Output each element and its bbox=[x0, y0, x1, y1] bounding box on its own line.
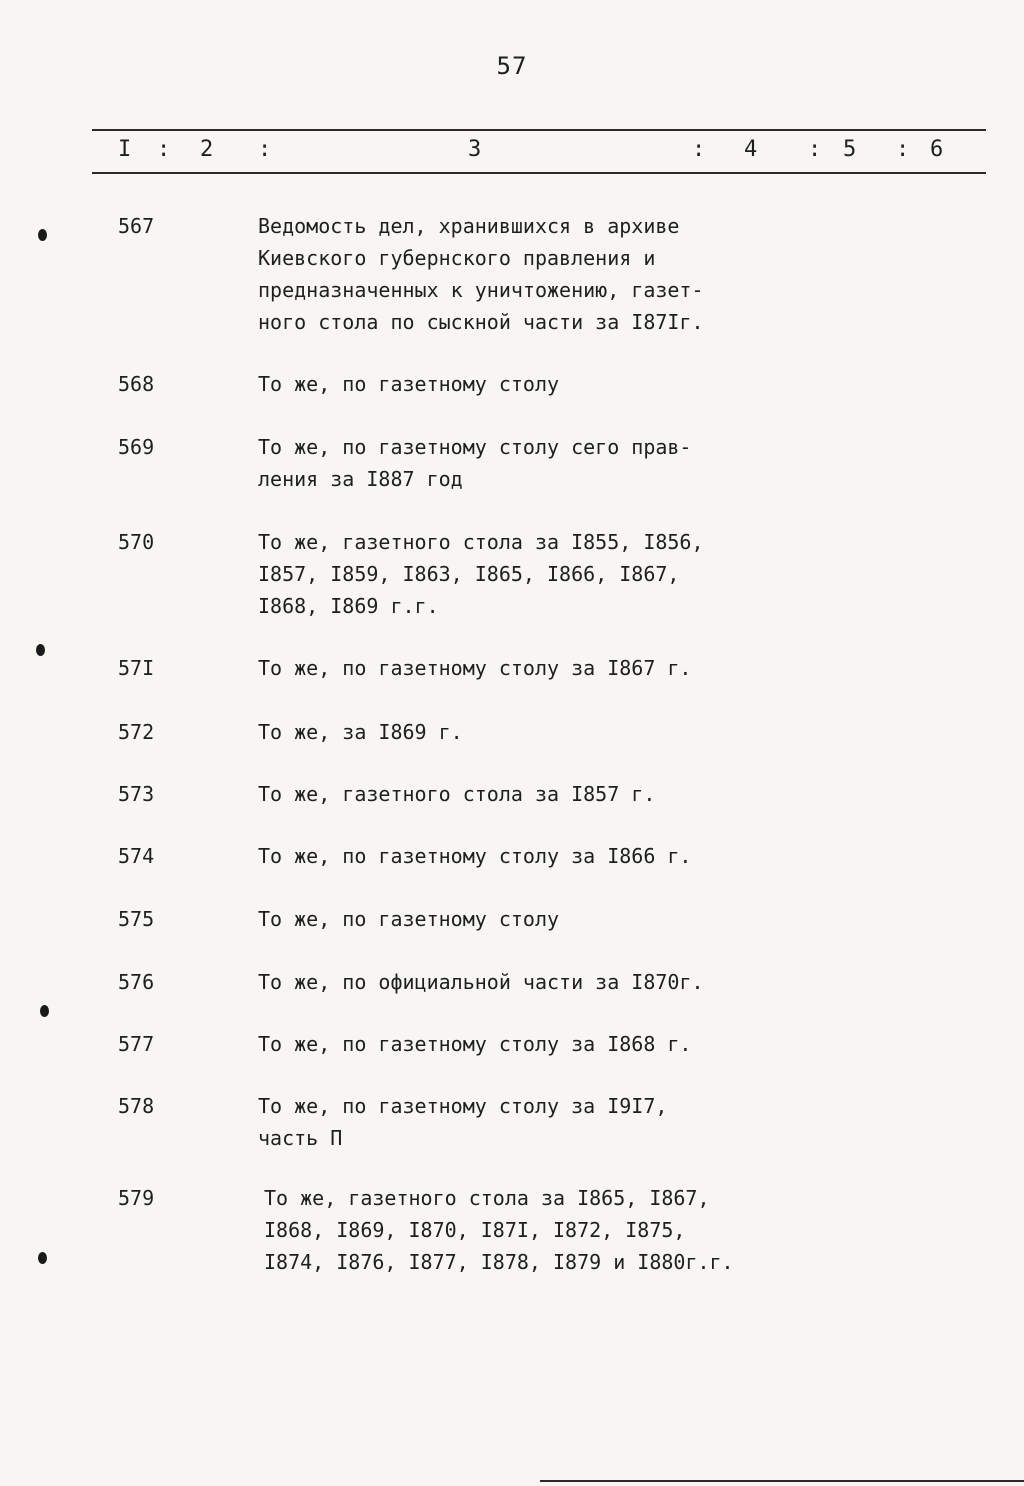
entry-line: То же, по газетному столу за I9I7, bbox=[258, 1094, 668, 1118]
entry-line: То же, по газетному столу за I866 г. bbox=[258, 844, 692, 868]
entry-line: То же, по газетному столу сего прав- bbox=[258, 435, 692, 459]
entry-number: 578 bbox=[118, 1094, 155, 1118]
entry-line: То же, по газетному столу bbox=[258, 372, 560, 396]
entry-description bbox=[258, 966, 818, 998]
entry-line: Ведомость дел, хранившихся в архиве bbox=[258, 214, 680, 238]
header-col-3: 3 bbox=[468, 137, 482, 162]
entry-number: 574 bbox=[118, 844, 155, 868]
punch-hole-mark bbox=[40, 1005, 49, 1017]
header-separator: : bbox=[808, 137, 822, 162]
header-separator: : bbox=[896, 137, 910, 162]
entry-number: 57I bbox=[118, 656, 155, 680]
entry-number: 575 bbox=[118, 907, 155, 931]
entry-line: То же, по газетному столу за I867 г. bbox=[258, 656, 692, 680]
entry-line: То же, по газетному столу за I868 г. bbox=[258, 1032, 692, 1056]
entry-number: 567 bbox=[118, 214, 155, 238]
entry-number: 576 bbox=[118, 970, 155, 994]
page-bottom-edge-rule bbox=[540, 1480, 1024, 1482]
entry-description bbox=[258, 431, 818, 495]
header-col-6: 6 bbox=[930, 137, 944, 162]
entry-description bbox=[258, 210, 818, 338]
header-col-1: I bbox=[118, 137, 132, 162]
entry-line: То же, по официальной части за I870г. bbox=[258, 970, 704, 994]
table-header-bottom-rule bbox=[92, 172, 986, 174]
entry-line: То же, по газетному столу bbox=[258, 907, 560, 931]
entry-description bbox=[258, 1090, 818, 1154]
entry-description bbox=[258, 652, 818, 684]
page-number: 57 bbox=[496, 52, 528, 80]
entry-number: 570 bbox=[118, 530, 155, 554]
entry-number: 568 bbox=[118, 372, 155, 396]
entry-description bbox=[258, 840, 818, 872]
entry-line: предназначенных к уничтожению, газет- bbox=[258, 278, 704, 302]
table-header-top-rule bbox=[92, 129, 986, 131]
entry-description bbox=[258, 1028, 818, 1060]
table-header-row bbox=[0, 137, 1024, 167]
entry-line: Киевского губернского правления и bbox=[258, 246, 656, 270]
entry-line: I868, I869 г.г. bbox=[258, 594, 439, 618]
entry-number: 579 bbox=[118, 1186, 155, 1210]
entry-description bbox=[258, 526, 818, 622]
punch-hole-mark bbox=[38, 1252, 47, 1264]
entry-line: То же, газетного стола за I857 г. bbox=[258, 782, 656, 806]
entry-line: ления за I887 год bbox=[258, 467, 463, 491]
entry-description bbox=[264, 1182, 824, 1278]
header-col-5: 5 bbox=[843, 137, 857, 162]
header-separator: : bbox=[692, 137, 706, 162]
entry-description bbox=[258, 368, 818, 400]
header-separator: : bbox=[258, 137, 272, 162]
entry-description bbox=[258, 903, 818, 935]
entry-line: I857, I859, I863, I865, I866, I867, bbox=[258, 562, 680, 586]
punch-hole-mark bbox=[38, 229, 47, 241]
entry-number: 572 bbox=[118, 720, 155, 744]
entry-line: То же, газетного стола за I865, I867, bbox=[264, 1186, 710, 1210]
entry-line: ного стола по сыскной части за I87Iг. bbox=[258, 310, 704, 334]
header-col-4: 4 bbox=[744, 137, 758, 162]
header-separator: : bbox=[157, 137, 171, 162]
header-col-2: 2 bbox=[200, 137, 214, 162]
entry-number: 573 bbox=[118, 782, 155, 806]
entry-line: То же, за I869 г. bbox=[258, 720, 463, 744]
entry-number: 569 bbox=[118, 435, 155, 459]
entry-line: I868, I869, I870, I87I, I872, I875, bbox=[264, 1218, 686, 1242]
entry-line: То же, газетного стола за I855, I856, bbox=[258, 530, 704, 554]
entry-number: 577 bbox=[118, 1032, 155, 1056]
entry-description bbox=[258, 716, 818, 748]
entry-line: I874, I876, I877, I878, I879 и I880г.г. bbox=[264, 1250, 734, 1274]
entry-line: часть П bbox=[258, 1126, 343, 1150]
punch-hole-mark bbox=[36, 644, 45, 656]
entry-description bbox=[258, 778, 818, 810]
